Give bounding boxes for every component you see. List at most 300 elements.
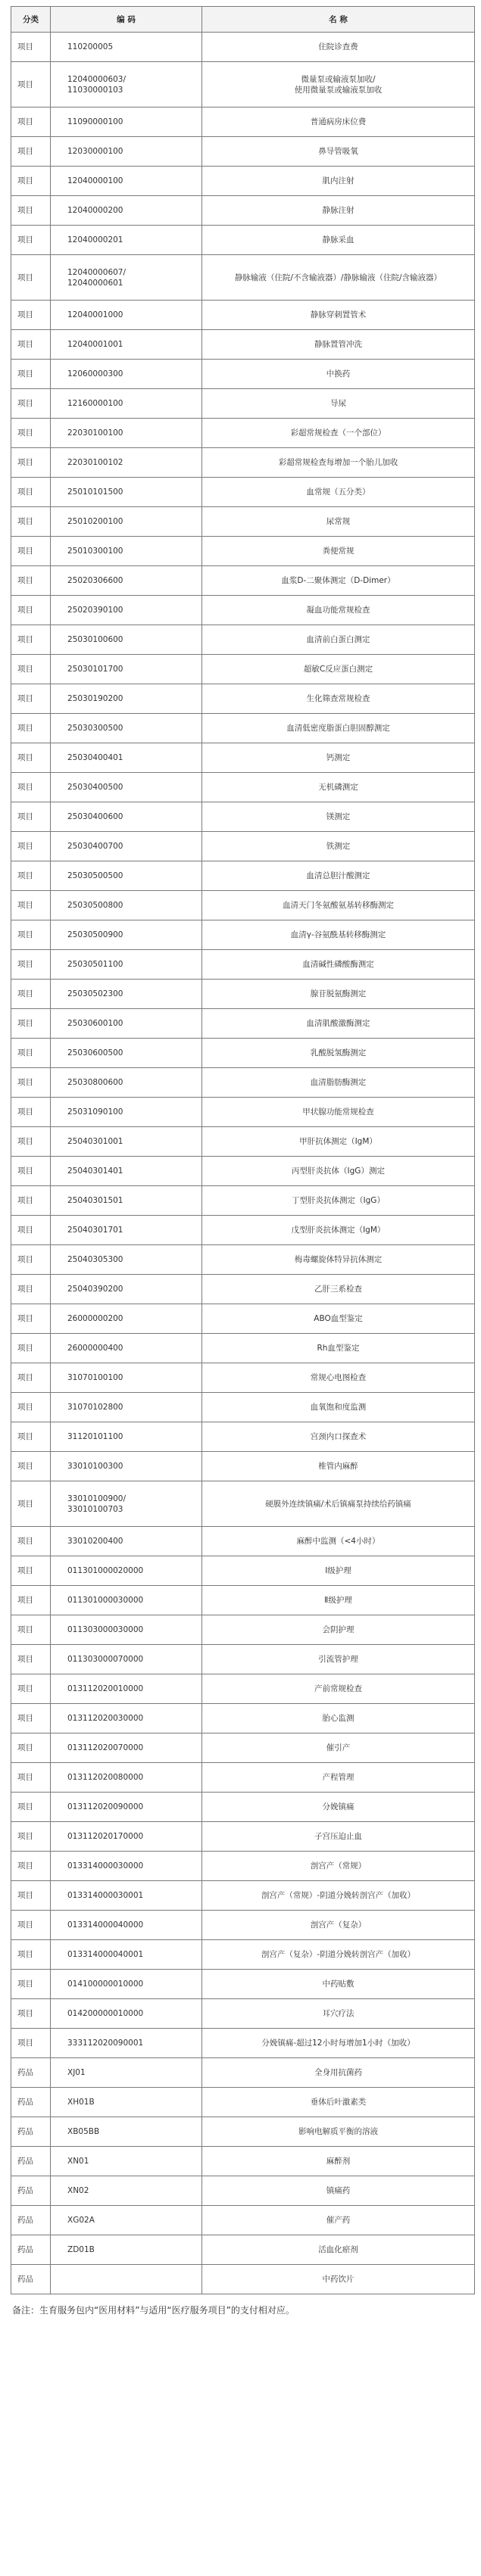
cell-category: 项目 <box>11 1186 51 1216</box>
table-row <box>11 743 475 773</box>
cell-name: 甲状腺功能常规检查 <box>202 1098 475 1127</box>
cell-code: 31070102800 <box>51 1393 202 1422</box>
cell-name: 尿常规 <box>202 507 475 537</box>
cell-code: 110200005 <box>51 33 202 62</box>
cell-code: 12040000200 <box>51 196 202 226</box>
cell-category: 项目 <box>11 1157 51 1186</box>
cell-name: 彩超常规检查（一个部位） <box>202 419 475 448</box>
cell-name: 垂体后叶激素类 <box>202 2088 475 2117</box>
cell-name: 凝血功能常规检查 <box>202 596 475 625</box>
cell-category: 项目 <box>11 1039 51 1068</box>
cell-name: 静脉穿刺置管术 <box>202 301 475 330</box>
cell-name: 血清前白蛋白测定 <box>202 625 475 655</box>
cell-name: 甲肝抗体测定（IgM） <box>202 1127 475 1157</box>
cell-name: 肌内注射 <box>202 167 475 196</box>
table-row <box>11 1009 475 1039</box>
cell-name: 影响电解质平衡的溶液 <box>202 2117 475 2147</box>
cell-code: 013112020090000 <box>51 1793 202 1822</box>
cell-name: 血浆D-二聚体测定（D-Dimer） <box>202 566 475 596</box>
cell-code: 25030400600 <box>51 802 202 832</box>
cell-category: 项目 <box>11 1586 51 1615</box>
cell-name: 宫颈内口探查术 <box>202 1422 475 1452</box>
cell-code: 25030800600 <box>51 1068 202 1098</box>
cell-name: 腺苷脱氨酶测定 <box>202 980 475 1009</box>
cell-name: 钙测定 <box>202 743 475 773</box>
cell-code: 333112020090001 <box>51 2029 202 2058</box>
cell-name: 超敏C反应蛋白测定 <box>202 655 475 684</box>
cell-category: 项目 <box>11 301 51 330</box>
cell-name: Rh血型鉴定 <box>202 1334 475 1363</box>
table-row <box>11 655 475 684</box>
cell-code: XB05BB <box>51 2117 202 2147</box>
cell-code: 25030500500 <box>51 861 202 891</box>
cell-category: 项目 <box>11 1940 51 1970</box>
cell-code: 26000000400 <box>51 1334 202 1363</box>
cell-name: 导尿 <box>202 389 475 419</box>
table-row <box>11 507 475 537</box>
cell-code: 33010200400 <box>51 1527 202 1556</box>
cell-name: 产程管理 <box>202 1763 475 1793</box>
cell-name: 静脉采血 <box>202 226 475 255</box>
table-row <box>11 301 475 330</box>
table-row <box>11 330 475 360</box>
cell-category: 项目 <box>11 1852 51 1881</box>
cell-category: 药品 <box>11 2088 51 2117</box>
table-row <box>11 1216 475 1245</box>
table-body <box>11 33 475 2294</box>
table-row <box>11 1999 475 2029</box>
cell-name: 常规心电图检查 <box>202 1363 475 1393</box>
cell-name: 静脉置管冲洗 <box>202 330 475 360</box>
cell-code: 25030500900 <box>51 920 202 950</box>
cell-category: 项目 <box>11 1363 51 1393</box>
table-row <box>11 1586 475 1615</box>
cell-category: 项目 <box>11 1304 51 1334</box>
cell-category: 项目 <box>11 684 51 714</box>
cell-category: 项目 <box>11 1245 51 1275</box>
cell-category: 项目 <box>11 1068 51 1098</box>
cell-category: 药品 <box>11 2206 51 2235</box>
cell-code: 31070100100 <box>51 1363 202 1393</box>
table-row <box>11 537 475 566</box>
cell-name: 丙型肝炎抗体（IgG）测定 <box>202 1157 475 1186</box>
table-row <box>11 255 475 301</box>
cell-category: 药品 <box>11 2117 51 2147</box>
table-row <box>11 107 475 137</box>
cell-code: 25030502300 <box>51 980 202 1009</box>
table-row <box>11 2206 475 2235</box>
cell-category: 项目 <box>11 255 51 301</box>
cell-code: 12040001001 <box>51 330 202 360</box>
cell-name: 乙肝三系检查 <box>202 1275 475 1304</box>
cell-code: 25030101700 <box>51 655 202 684</box>
cell-code: 011301000030000 <box>51 1586 202 1615</box>
table-row <box>11 167 475 196</box>
cell-name: ABO血型鉴定 <box>202 1304 475 1334</box>
cell-category: 项目 <box>11 1704 51 1733</box>
cell-category: 项目 <box>11 1793 51 1822</box>
table-row <box>11 1422 475 1452</box>
cell-category: 项目 <box>11 773 51 802</box>
cell-category: 项目 <box>11 2029 51 2058</box>
cell-code: 25030600500 <box>51 1039 202 1068</box>
table-row <box>11 891 475 920</box>
table-row <box>11 1822 475 1852</box>
cell-name: 镇痛药 <box>202 2176 475 2206</box>
cell-category: 项目 <box>11 832 51 861</box>
table-row <box>11 1527 475 1556</box>
cell-name: 引流管护理 <box>202 1645 475 1674</box>
cell-category: 项目 <box>11 950 51 980</box>
cell-name: 剖宫产（常规） <box>202 1852 475 1881</box>
cell-category: 项目 <box>11 1881 51 1911</box>
document-container <box>11 6 474 2316</box>
cell-category: 项目 <box>11 980 51 1009</box>
table-row <box>11 1881 475 1911</box>
cell-code: 33010100300 <box>51 1452 202 1481</box>
cell-name: 子宫压迫止血 <box>202 1822 475 1852</box>
table-row <box>11 1452 475 1481</box>
cell-code: 011301000020000 <box>51 1556 202 1586</box>
cell-code: 013314000030001 <box>51 1881 202 1911</box>
cell-code: 25040305300 <box>51 1245 202 1275</box>
cell-name: 彩超常规检查每增加一个胎儿加收 <box>202 448 475 478</box>
cell-code: 013314000040001 <box>51 1940 202 1970</box>
cell-name: 住院诊查费 <box>202 33 475 62</box>
cell-code: 25040390200 <box>51 1275 202 1304</box>
cell-category: 项目 <box>11 107 51 137</box>
table-row <box>11 773 475 802</box>
cell-code: 12060000300 <box>51 360 202 389</box>
cell-name: 剖宫产（复杂） <box>202 1911 475 1940</box>
cell-category: 项目 <box>11 714 51 743</box>
cell-code: 25030500800 <box>51 891 202 920</box>
cell-name: 粪便常规 <box>202 537 475 566</box>
table-row <box>11 1127 475 1157</box>
cell-category: 项目 <box>11 1911 51 1940</box>
cell-category: 项目 <box>11 1970 51 1999</box>
table-row <box>11 478 475 507</box>
cell-name: 血清低密度脂蛋白胆固醇测定 <box>202 714 475 743</box>
cell-category: 项目 <box>11 1127 51 1157</box>
table-row <box>11 137 475 167</box>
cell-name: 血清碱性磷酸酶测定 <box>202 950 475 980</box>
cell-category: 项目 <box>11 655 51 684</box>
cell-name: 血氧饱和度监测 <box>202 1393 475 1422</box>
header-code: 编 码 <box>51 7 202 33</box>
cell-name: 血清肌酸激酶测定 <box>202 1009 475 1039</box>
cell-name: 麻醉剂 <box>202 2147 475 2176</box>
table-row <box>11 950 475 980</box>
cell-code: 25040301401 <box>51 1157 202 1186</box>
table-row <box>11 1245 475 1275</box>
cell-name: 全身用抗菌药 <box>202 2058 475 2088</box>
cell-category: 项目 <box>11 920 51 950</box>
table-row <box>11 1733 475 1763</box>
cell-category: 项目 <box>11 891 51 920</box>
cell-code: 12040000607/ 12040000601 <box>51 255 202 301</box>
cell-category: 项目 <box>11 137 51 167</box>
cell-code: XG02A <box>51 2206 202 2235</box>
cell-category: 项目 <box>11 167 51 196</box>
table-row <box>11 1645 475 1674</box>
cell-code: 25040301501 <box>51 1186 202 1216</box>
cell-code: ZD01B <box>51 2235 202 2265</box>
cell-name: 血清γ-谷氨酰基转移酶测定 <box>202 920 475 950</box>
cell-category: 项目 <box>11 1733 51 1763</box>
cell-category: 项目 <box>11 196 51 226</box>
cell-code: 25030300500 <box>51 714 202 743</box>
table-row <box>11 1334 475 1363</box>
cell-code: 013112020070000 <box>51 1733 202 1763</box>
cell-code: 013112020170000 <box>51 1822 202 1852</box>
table-row <box>11 419 475 448</box>
cell-code: 25030501100 <box>51 950 202 980</box>
table-row <box>11 861 475 891</box>
table-row <box>11 2088 475 2117</box>
table-row <box>11 596 475 625</box>
cell-code: 25020306600 <box>51 566 202 596</box>
cell-name: 中药贴敷 <box>202 1970 475 1999</box>
cell-category: 项目 <box>11 1422 51 1452</box>
cell-code: 013314000030000 <box>51 1852 202 1881</box>
table-row <box>11 1098 475 1127</box>
cell-category: 项目 <box>11 802 51 832</box>
cell-category: 项目 <box>11 507 51 537</box>
header-name: 名 称 <box>202 7 475 33</box>
cell-category: 项目 <box>11 226 51 255</box>
cell-name: 血常规（五分类） <box>202 478 475 507</box>
cell-code: XJ01 <box>51 2058 202 2088</box>
table-row <box>11 625 475 655</box>
cell-category: 项目 <box>11 566 51 596</box>
table-row <box>11 920 475 950</box>
cell-name: 镁测定 <box>202 802 475 832</box>
cell-category: 项目 <box>11 1645 51 1674</box>
table-row <box>11 980 475 1009</box>
cell-code: 013112020010000 <box>51 1674 202 1704</box>
cell-category: 项目 <box>11 1674 51 1704</box>
cell-category: 项目 <box>11 1556 51 1586</box>
cell-category: 项目 <box>11 1275 51 1304</box>
cell-name: 铁测定 <box>202 832 475 861</box>
table-row <box>11 2058 475 2088</box>
cell-code: 011303000070000 <box>51 1645 202 1674</box>
table-row <box>11 1940 475 1970</box>
cell-category: 药品 <box>11 2176 51 2206</box>
cell-category: 项目 <box>11 1481 51 1527</box>
table-row <box>11 33 475 62</box>
cell-code: 013112020030000 <box>51 1704 202 1733</box>
cell-category: 项目 <box>11 1393 51 1422</box>
cell-category: 项目 <box>11 1452 51 1481</box>
cell-category: 项目 <box>11 861 51 891</box>
cell-name: 普通病房床位费 <box>202 107 475 137</box>
cell-code: XH01B <box>51 2088 202 2117</box>
cell-category: 项目 <box>11 537 51 566</box>
cell-category: 项目 <box>11 1009 51 1039</box>
table-row <box>11 1674 475 1704</box>
table-row <box>11 226 475 255</box>
cell-category: 药品 <box>11 2147 51 2176</box>
cell-name: 乳酸脱氢酶测定 <box>202 1039 475 1068</box>
cell-name: 鼻导管吸氧 <box>202 137 475 167</box>
cell-category: 项目 <box>11 1999 51 2029</box>
cell-code: 12030000100 <box>51 137 202 167</box>
cell-name: 分娩镇痛 <box>202 1793 475 1822</box>
table-row <box>11 1393 475 1422</box>
cell-name: 会阴护理 <box>202 1615 475 1645</box>
cell-name: 微量泵或输液泵加收/ 使用微量泵或输液泵加收 <box>202 62 475 107</box>
cell-code: 25030400500 <box>51 773 202 802</box>
cell-category: 项目 <box>11 330 51 360</box>
cell-category: 项目 <box>11 419 51 448</box>
cell-code: XN02 <box>51 2176 202 2206</box>
cell-code: 25030600100 <box>51 1009 202 1039</box>
cell-code: 25010101500 <box>51 478 202 507</box>
cell-name: Ⅰ级护理 <box>202 1556 475 1586</box>
table-row <box>11 1911 475 1940</box>
cell-category: 项目 <box>11 33 51 62</box>
cell-name: 分娩镇痛-超过12小时每增加1小时（加收） <box>202 2029 475 2058</box>
table-row <box>11 1363 475 1393</box>
cell-name: 戊型肝炎抗体测定（IgM） <box>202 1216 475 1245</box>
cell-category: 项目 <box>11 478 51 507</box>
cell-category: 项目 <box>11 62 51 107</box>
cell-code: 22030100102 <box>51 448 202 478</box>
table-row <box>11 389 475 419</box>
cell-category: 项目 <box>11 743 51 773</box>
cell-code: 013314000040000 <box>51 1911 202 1940</box>
table-row <box>11 1556 475 1586</box>
cell-code: XN01 <box>51 2147 202 2176</box>
cell-code: 014200000010000 <box>51 1999 202 2029</box>
cell-code: 25030190200 <box>51 684 202 714</box>
table-row <box>11 2147 475 2176</box>
cell-category: 药品 <box>11 2265 51 2294</box>
cell-code: 25010300100 <box>51 537 202 566</box>
table-row <box>11 802 475 832</box>
cell-category: 项目 <box>11 1098 51 1127</box>
cell-code: 25031090100 <box>51 1098 202 1127</box>
cell-category: 项目 <box>11 1822 51 1852</box>
cell-category: 项目 <box>11 596 51 625</box>
cell-code: 013112020080000 <box>51 1763 202 1793</box>
table-row <box>11 448 475 478</box>
cell-code: 11090000100 <box>51 107 202 137</box>
header-category: 分类 <box>11 7 51 33</box>
cell-name: 产前常规检查 <box>202 1674 475 1704</box>
cell-name: 中药饮片 <box>202 2265 475 2294</box>
table-row <box>11 1157 475 1186</box>
table-row <box>11 1186 475 1216</box>
cell-category: 项目 <box>11 448 51 478</box>
cell-name: 催产药 <box>202 2206 475 2235</box>
cell-name: 耳穴疗法 <box>202 1999 475 2029</box>
cell-name: Ⅱ级护理 <box>202 1586 475 1615</box>
table-row <box>11 1068 475 1098</box>
cell-code: 25040301001 <box>51 1127 202 1157</box>
cell-code: 12040000201 <box>51 226 202 255</box>
cell-name: 硬膜外连续镇痛/术后镇痛泵持续给药镇痛 <box>202 1481 475 1527</box>
cell-category: 药品 <box>11 2058 51 2088</box>
table-row <box>11 1704 475 1733</box>
cell-name: 剖宫产（复杂）-阴道分娩转剖宫产（加收） <box>202 1940 475 1970</box>
cell-name: 剖宫产（常规）-阴道分娩转剖宫产（加收） <box>202 1881 475 1911</box>
cell-category: 项目 <box>11 625 51 655</box>
cell-code: 011303000030000 <box>51 1615 202 1645</box>
table-row <box>11 2029 475 2058</box>
cell-category: 药品 <box>11 2235 51 2265</box>
table-row <box>11 1763 475 1793</box>
cell-code: 25030400401 <box>51 743 202 773</box>
cell-name: 无机磷测定 <box>202 773 475 802</box>
cell-code: 25020390100 <box>51 596 202 625</box>
service-items-table <box>11 6 475 2294</box>
cell-code: 25010200100 <box>51 507 202 537</box>
cell-name: 血清脂肪酶测定 <box>202 1068 475 1098</box>
cell-code: 26000000200 <box>51 1304 202 1334</box>
table-row <box>11 684 475 714</box>
cell-name: 麻醉中监测（<4小时） <box>202 1527 475 1556</box>
table-row <box>11 196 475 226</box>
cell-name: 活血化瘀剂 <box>202 2235 475 2265</box>
cell-code: 25030400700 <box>51 832 202 861</box>
cell-code: 25040301701 <box>51 1216 202 1245</box>
cell-code: 25030100600 <box>51 625 202 655</box>
table-row <box>11 2176 475 2206</box>
table-row <box>11 1304 475 1334</box>
cell-code: 31120101100 <box>51 1422 202 1452</box>
cell-name: 中换药 <box>202 360 475 389</box>
table-row <box>11 1275 475 1304</box>
table-row <box>11 832 475 861</box>
cell-code: 12160000100 <box>51 389 202 419</box>
table-row <box>11 1039 475 1068</box>
cell-category: 项目 <box>11 1527 51 1556</box>
table-row <box>11 1852 475 1881</box>
cell-code <box>51 2265 202 2294</box>
table-row <box>11 566 475 596</box>
cell-name: 梅毒螺旋体特异抗体测定 <box>202 1245 475 1275</box>
table-row <box>11 62 475 107</box>
table-row <box>11 1615 475 1645</box>
cell-name: 血清天门冬氨酸氨基转移酶测定 <box>202 891 475 920</box>
cell-code: 014100000010000 <box>51 1970 202 1999</box>
cell-category: 项目 <box>11 360 51 389</box>
cell-code: 33010100900/ 33010100703 <box>51 1481 202 1527</box>
table-row <box>11 2235 475 2265</box>
cell-name: 静脉注射 <box>202 196 475 226</box>
table-row <box>11 1481 475 1527</box>
cell-code: 12040000100 <box>51 167 202 196</box>
cell-name: 椎管内麻醉 <box>202 1452 475 1481</box>
footnote: 备注：生育服务包内“医用材料”与适用“医疗服务项目”的支付相对应。 <box>12 2305 295 2316</box>
cell-name: 催引产 <box>202 1733 475 1763</box>
table-row <box>11 2265 475 2294</box>
cell-category: 项目 <box>11 389 51 419</box>
cell-name: 丁型肝炎抗体测定（IgG） <box>202 1186 475 1216</box>
table-row <box>11 360 475 389</box>
table-row <box>11 1970 475 1999</box>
cell-category: 项目 <box>11 1334 51 1363</box>
cell-name: 生化筛查常规检查 <box>202 684 475 714</box>
cell-category: 项目 <box>11 1216 51 1245</box>
cell-name: 血清总胆汁酸测定 <box>202 861 475 891</box>
cell-category: 项目 <box>11 1615 51 1645</box>
cell-name: 胎心监测 <box>202 1704 475 1733</box>
table-row <box>11 714 475 743</box>
